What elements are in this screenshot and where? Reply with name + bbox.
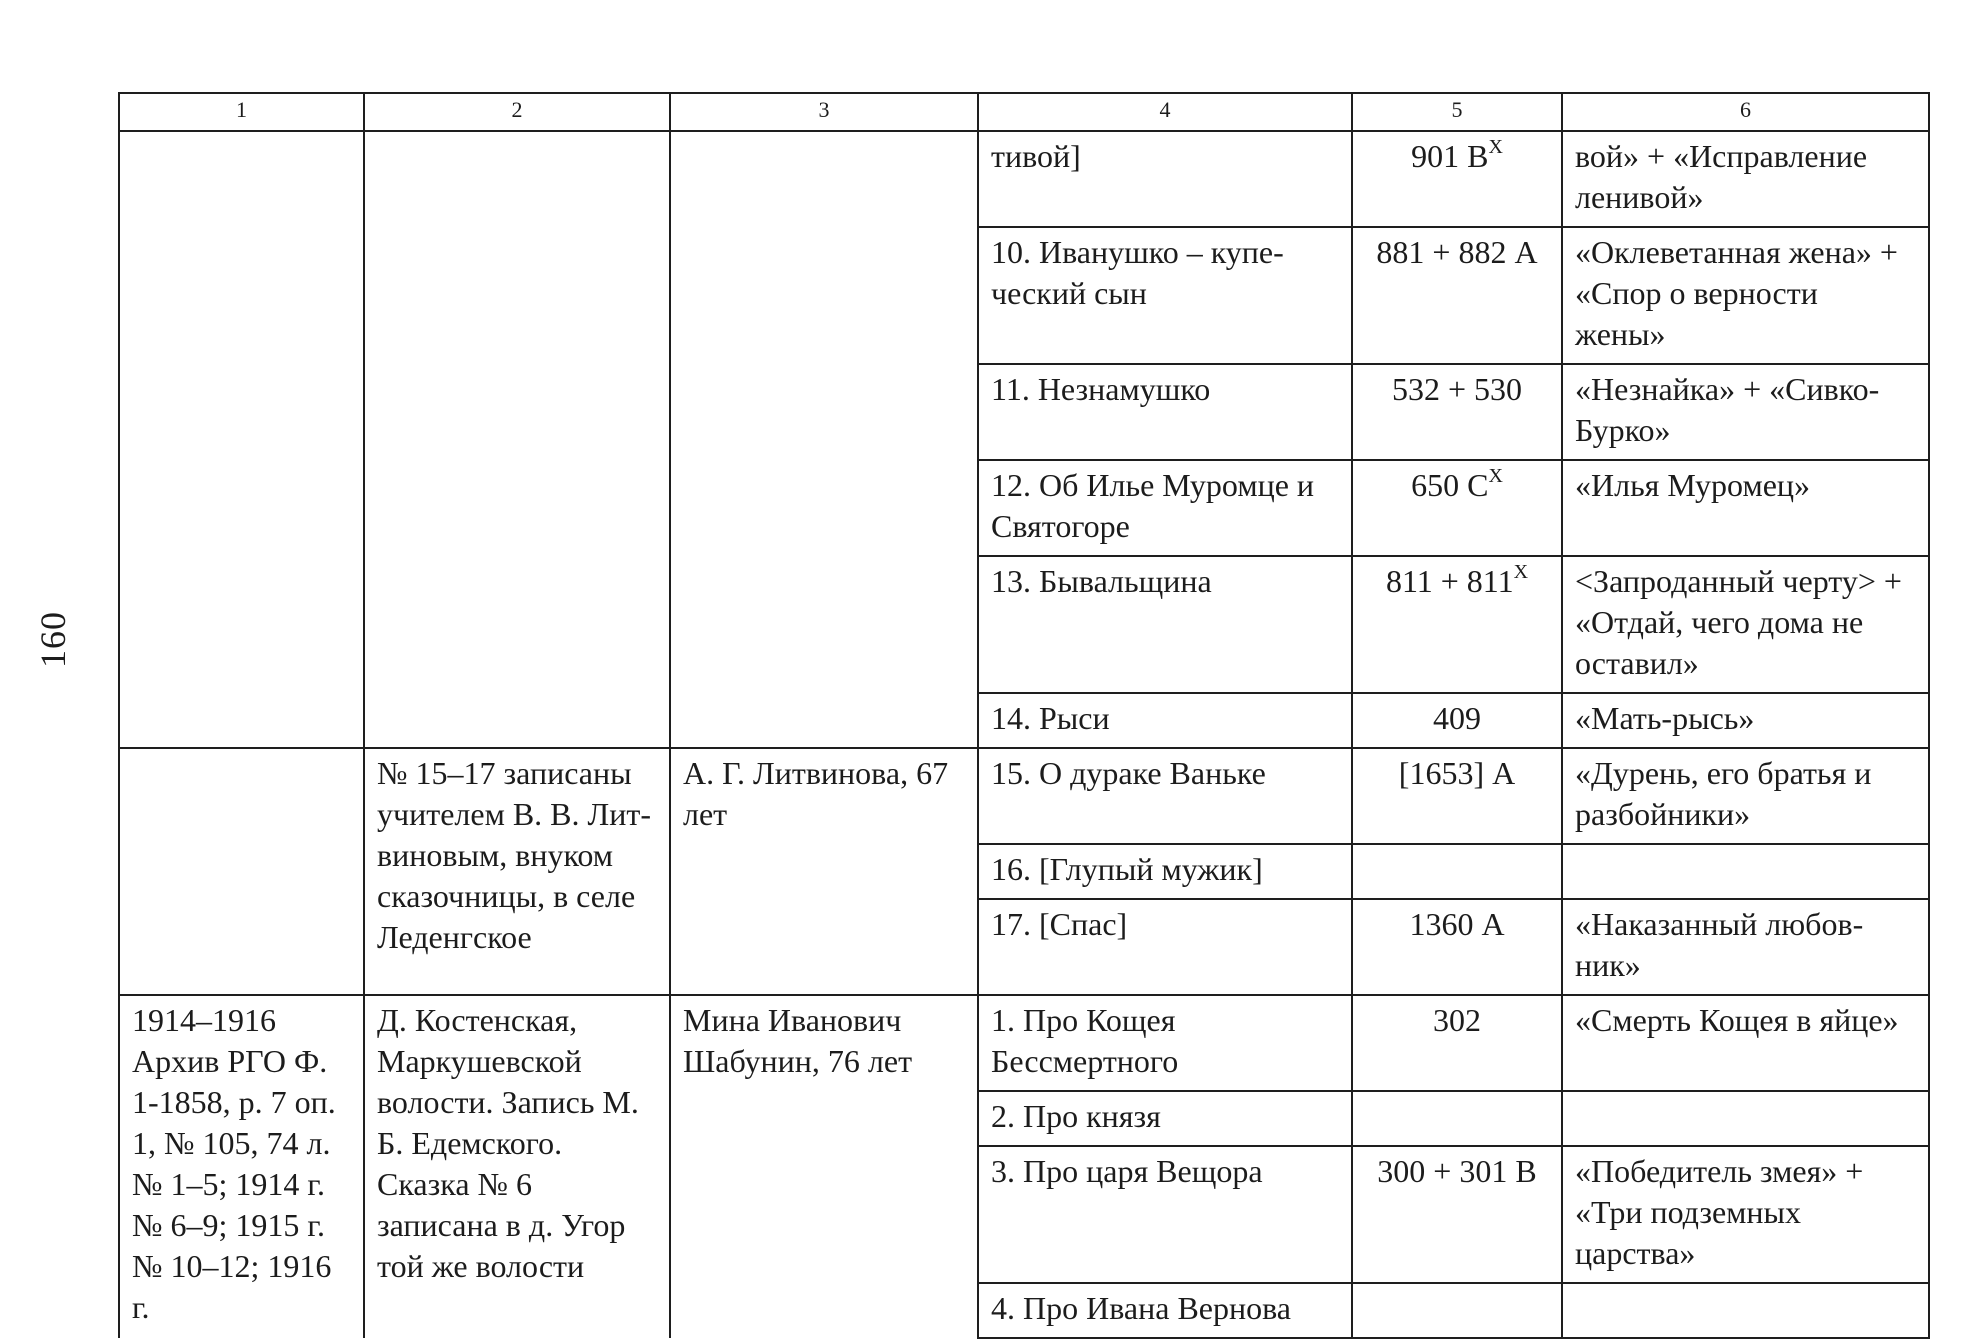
cell-index: 300 + 301 В (1352, 1146, 1562, 1283)
cell-type: «Илья Муромец» (1562, 460, 1929, 556)
cell-title: 2. Про князя (978, 1091, 1352, 1146)
cell-title: 17. [Спас] (978, 899, 1352, 995)
cell-index (1352, 556, 1562, 693)
cell-title: 4. Про Ивана Вернова (978, 1283, 1352, 1338)
cell-index: 532 + 530 (1352, 364, 1562, 460)
index-main: 901 В (1411, 138, 1489, 174)
column-header-4: 4 (978, 93, 1352, 131)
cell-narrator: Мина Иванович Шабунин, 76 лет (670, 995, 978, 1338)
column-header-5: 5 (1352, 93, 1562, 131)
index-sup: X (1488, 465, 1503, 487)
cell-narrator-empty (670, 131, 978, 748)
column-header-1: 1 (119, 93, 364, 131)
cell-type: «Смерть Кощея в яйце» (1562, 995, 1929, 1091)
cell-index: 409 (1352, 693, 1562, 748)
cell-archive-empty (119, 748, 364, 995)
page-number: 160 (33, 611, 73, 668)
cell-note-empty (364, 131, 670, 748)
cell-type: «Дурень, его братья и разбойники» (1562, 748, 1929, 844)
cell-narrator: А. Г. Литвинова, 67 лет (670, 748, 978, 995)
table-row (119, 748, 1929, 844)
cell-index (1352, 1091, 1562, 1146)
cell-type (1562, 844, 1929, 899)
cell-title: 3. Про царя Вещора (978, 1146, 1352, 1283)
cell-archive-empty (119, 131, 364, 748)
cell-note: № 15–17 записаны учителем В. В. Лит-виновым, внуком сказочницы, в селе Леденгское (364, 748, 670, 995)
cell-index: 1360 А (1352, 899, 1562, 995)
cell-title: 11. Незнамушко (978, 364, 1352, 460)
cell-type: «Наказанный любов-ник» (1562, 899, 1929, 995)
cell-archive: 1914–1916 Архив РГО Ф. 1-1858, р. 7 оп. 1, № 105, 74 л. № 1–5; 1914 г. № 6–9; 1915 г. № 10–12; 1916 г. (119, 995, 364, 1338)
table-row (119, 995, 1929, 1091)
cell-type: «Незнайка» + «Сивко-Бурко» (1562, 364, 1929, 460)
cell-index: 302 (1352, 995, 1562, 1091)
cell-title: 1. Про Кощея Бессмертного (978, 995, 1352, 1091)
column-header-3: 3 (670, 93, 978, 131)
cell-title: 12. Об Илье Муромце и Святогоре (978, 460, 1352, 556)
index-sup: X (1513, 561, 1529, 583)
cell-type (1562, 1283, 1929, 1338)
cell-type: «Оклеветанная жена» + «Спор о верности жены» (1562, 227, 1929, 364)
cell-type: <Запроданный черту> + «Отдай, чего дома не оставил» (1562, 556, 1929, 693)
cell-title: 10. Иванушко – купе-ческий сын (978, 227, 1352, 364)
cell-index (1352, 460, 1562, 556)
column-header-2: 2 (364, 93, 670, 131)
cell-index (1352, 844, 1562, 899)
catalog-table (118, 92, 1930, 1339)
cell-title: тивой] (978, 131, 1352, 227)
table-header-row (119, 93, 1929, 131)
cell-type (1562, 1091, 1929, 1146)
cell-title: 13. Бывальщина (978, 556, 1352, 693)
cell-title: 16. [Глупый мужик] (978, 844, 1352, 899)
cell-type: «Мать-рысь» (1562, 693, 1929, 748)
cell-type: «Победитель змея» + «Три подземных царства» (1562, 1146, 1929, 1283)
cell-type: вой» + «Исправление ленивой» (1562, 131, 1929, 227)
cell-title: 14. Рыси (978, 693, 1352, 748)
cell-note: Д. Костенская, Маркушевской волости. Запись М. Б. Едемского. Сказка № 6 записана в д. Угор той же волости (364, 995, 670, 1338)
cell-index (1352, 131, 1562, 227)
index-main: 650 С (1411, 467, 1489, 503)
cell-title: 15. О дураке Ваньке (978, 748, 1352, 844)
cell-index: 881 + 882 А (1352, 227, 1562, 364)
column-header-6: 6 (1562, 93, 1929, 131)
cell-index: [1653] А (1352, 748, 1562, 844)
index-main: 811 + 811 (1385, 563, 1514, 599)
cell-index (1352, 1283, 1562, 1338)
index-sup: X (1488, 136, 1503, 158)
table-row (119, 131, 1929, 227)
